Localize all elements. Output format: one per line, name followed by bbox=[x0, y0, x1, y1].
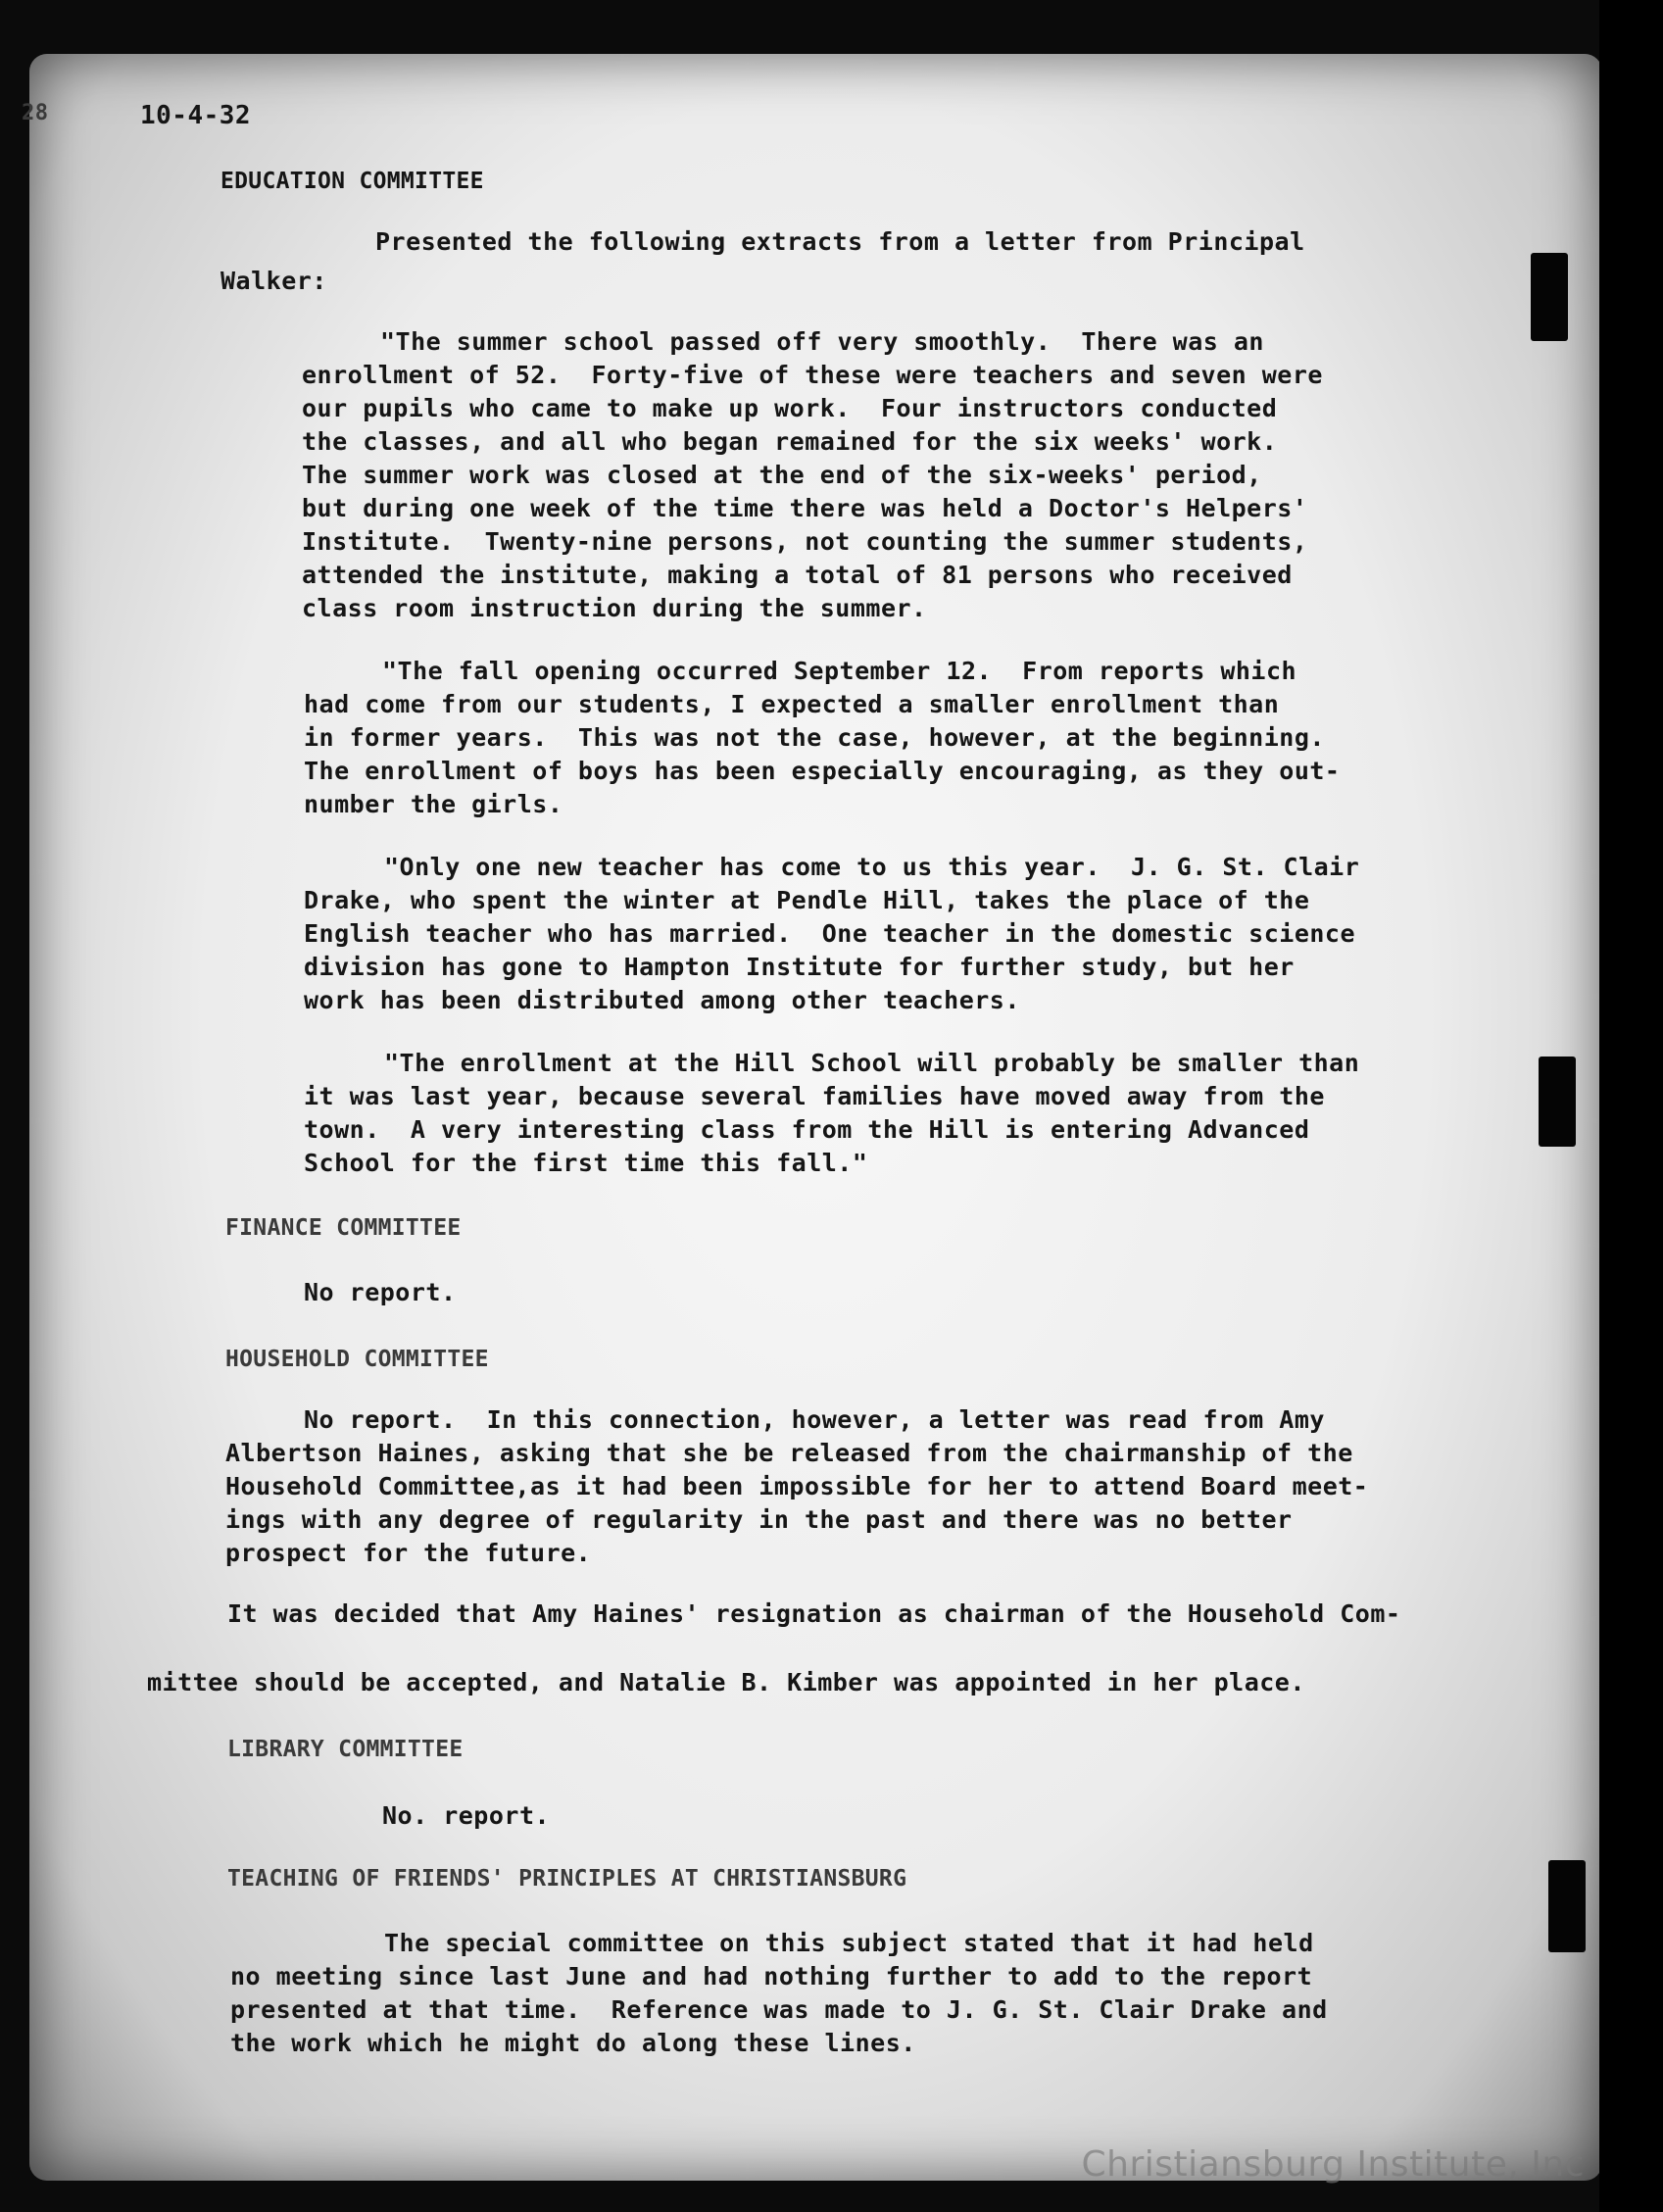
education-intro-line-2: Walker: bbox=[220, 267, 327, 295]
education-intro-line-1: Presented the following extracts from a letter from Principal bbox=[375, 227, 1305, 256]
library-committee-heading: LIBRARY COMMITTEE bbox=[227, 1737, 464, 1762]
household-committee-heading: HOUSEHOLD COMMITTEE bbox=[225, 1347, 489, 1372]
household-decision-line-2: mittee should be accepted, and Natalie B. Kimber was appointed in her place. bbox=[147, 1668, 1305, 1696]
education-committee-heading: EDUCATION COMMITTEE bbox=[220, 169, 484, 194]
page-mark: 28 bbox=[22, 101, 49, 125]
archive-watermark: Christiansburg Institute, Inc bbox=[1081, 2144, 1585, 2185]
document-date: 10-4-32 bbox=[140, 101, 252, 130]
finance-committee-report: No report. bbox=[304, 1278, 457, 1306]
document-text: 28 10-4-32 EDUCATION COMMITTEE Presented the following extracts from a letter from Principal Walker: "The summer school passed off very smoothly. There was an enrollment of 52. Forty-five of these were teachers and seven were our pupils who came to make up work. Four instructors conducted the classes, and all who began remained for the six weeks' work. The summer work was closed at the end of the six-weeks' period, but during one week of the time there was held a Doctor's Helpers' Institute. Twenty-nine persons, not counting the summer students, attended the institute, making a total of 81 persons who received class room instruction during the summer. "The fall opening occurred September 12. From reports which had come from our students, I expected a smaller enrollment than in former years. This was not the case, however, at the beginning. The enrollment of boys has been especially encouraging, as they out- number the girls. "Only one new teacher has come to us this year. J. G. St. Clair Drake, who spent the winter at Pendle Hill, takes the place of the English teacher who has married. One teacher in the domestic science division has gone to Hampton Institute for further study, but her work has been distributed among other teachers. "The enrollment at the Hill School will probably be smaller than it was last year, because several families have moved away from the town. A very interesting class from the Hill is entering Advanced School for the first time this fall." FINANCE COMMITTEE No report. HOUSEHOLD COMMITTEE No report. In this connection, however, a letter was read from Amy Albertson Haines, asking that she be released from the chairmanship of the Household Committee,as it had been impossible for her to attend Board meet- ings with any degree of regularity in the past and there was no better prospect for the future. It was decided that Amy Haines' resignation as chairman of the Household Com- mittee should be accepted, and Natalie B. Kimber was appointed in her place. LIBRARY COMMITTEE No. report. TEACHING OF FRIENDS' PRINCIPLES AT CHRISTIANSBURG The special committee on this subject stated that it had held no meeting since last June and had nothing further to add to the report presented at that time. Reference was made to J. G. St. Clair Drake and the work which he might do along these lines. bbox=[22, 101, 1401, 2057]
teaching-friends-principles-heading: TEACHING OF FRIENDS' PRINCIPLES AT CHRISTIANSBURG bbox=[227, 1866, 907, 1892]
household-decision-line-1: It was decided that Amy Haines' resignation as chairman of the Household Com- bbox=[227, 1599, 1401, 1628]
finance-committee-heading: FINANCE COMMITTEE bbox=[225, 1215, 462, 1241]
library-committee-report: No. report. bbox=[382, 1801, 551, 1830]
